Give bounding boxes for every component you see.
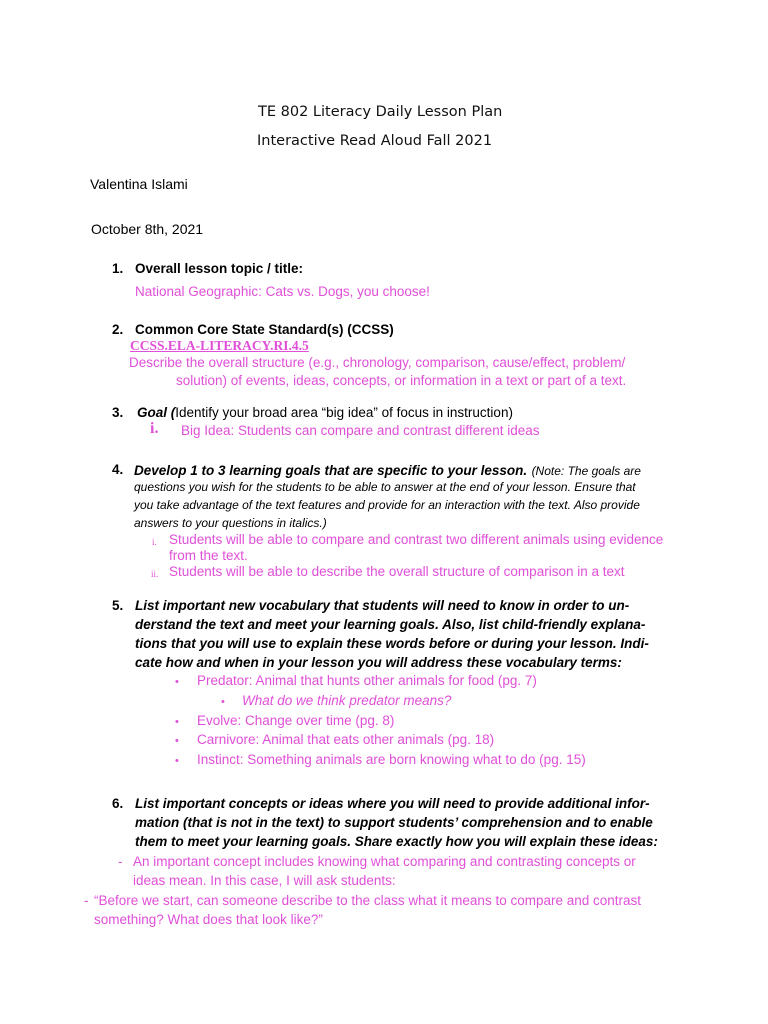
section-4-number: 4. (112, 462, 124, 477)
learning-goal-2-line-1: Students will be able to describe the overall structure of comparison in a text (169, 564, 625, 579)
section-5-heading-line-1: List important new vocabulary that students will need to know in order to un- (135, 598, 630, 613)
learning-goal-1-line-1: Students will be able to compare and contrast two different animals using evidence (169, 532, 664, 547)
learning-goal-1-line-2: from the text. (169, 548, 248, 563)
section-6-heading-line-1: List important concepts or ideas where you will need to provide additional infor- (135, 796, 650, 811)
document-subtitle: Interactive Read Aloud Fall 2021 (257, 133, 493, 149)
vocab-predator: Predator: Animal that hunts other animals for food (pg. 7) (197, 673, 537, 688)
section-2-heading: Common Core State Standard(s) (CCSS) (135, 322, 394, 337)
section-5-number: 5. (112, 598, 124, 613)
learning-goal-1-marker: i. (152, 537, 157, 547)
section-5-heading-line-2: derstand the text and meet your learning goals. Also, list child-friendly explana- (135, 617, 646, 632)
concept-line-1: An important concept includes knowing what comparing and contrasting concepts or (133, 854, 636, 869)
section-5-heading-line-3: tions that you will use to explain these words before or during your lesson. Indi- (135, 636, 649, 651)
vocab-bullet: • (221, 696, 225, 708)
vocab-evolve: Evolve: Change over time (pg. 8) (197, 713, 395, 728)
section-4-note-start: (Note: The goals are (531, 464, 641, 478)
concept-dash: - (118, 854, 123, 869)
ccss-standard-code: CCSS.ELA-LITERACY.RI.4.5 (130, 338, 309, 353)
vocab-bullet: • (175, 735, 179, 747)
section-1-answer: National Geographic: Cats vs. Dogs, you choose! (135, 284, 430, 299)
goal-item-marker: i. (150, 420, 159, 437)
section-6-heading-line-2: mation (that is not in the text) to support students’ comprehension and to enable (135, 815, 653, 830)
vocab-bullet: • (175, 755, 179, 767)
section-3-heading-text: Identify your broad area “big idea” of focus in instruction) (175, 405, 513, 420)
section-5-heading-line-4: cate how and when in your lesson you will address these vocabulary terms: (135, 655, 622, 670)
goal-big-idea: Big Idea: Students can compare and contrast different ideas (181, 423, 540, 438)
concept-line-2: ideas mean. In this case, I will ask students: (133, 873, 396, 888)
vocab-instinct: Instinct: Something animals are born knowing what to do (pg. 15) (197, 752, 586, 767)
section-4-note-line-4: answers to your questions in italics.) (134, 516, 327, 530)
learning-goal-2-marker: ii. (151, 569, 159, 579)
section-2-number: 2. (112, 322, 124, 337)
teacher-question-line-1: “Before we start, can someone describe to the class what it means to compare and contrast (94, 893, 642, 908)
section-3-number: 3. (112, 405, 124, 420)
section-4-heading-text: Develop 1 to 3 learning goals that are specific to your lesson. (134, 463, 528, 478)
section-1-number: 1. (112, 261, 124, 276)
author-name: Valentina Islami (90, 176, 188, 192)
section-6-number: 6. (112, 796, 124, 811)
section-4-heading (134, 462, 641, 480)
section-3-heading (137, 405, 513, 420)
standard-description-line-2: solution) of events, ideas, concepts, or information in a text or part of a text. (176, 373, 627, 388)
section-4-note-line-2: questions you wish for the students to be able to answer at the end of your lesson. Ensure that (134, 480, 636, 494)
section-1-heading: Overall lesson topic / title: (135, 261, 304, 276)
lesson-date: October 8th, 2021 (91, 221, 204, 237)
vocab-predator-question: What do we think predator means? (242, 693, 452, 708)
document-title: TE 802 Literacy Daily Lesson Plan (258, 104, 503, 120)
vocab-bullet: • (175, 716, 179, 728)
section-3-heading-label: Goal ( (137, 405, 176, 420)
section-4-note-line-3: you take advantage of the text features and provide for an interaction with the text. Also provide (134, 498, 640, 512)
standard-description-line-1: Describe the overall structure (e.g., chronology, comparison, cause/effect, problem/ (129, 355, 626, 370)
section-6-heading-line-3: them to meet your learning goals. Share exactly how you will explain these ideas: (135, 834, 658, 849)
quote-dash: - (84, 893, 89, 908)
vocab-bullet: • (175, 676, 179, 688)
vocab-carnivore: Carnivore: Animal that eats other animals (pg. 18) (197, 732, 495, 747)
teacher-question-line-2: something? What does that look like?” (94, 912, 323, 927)
